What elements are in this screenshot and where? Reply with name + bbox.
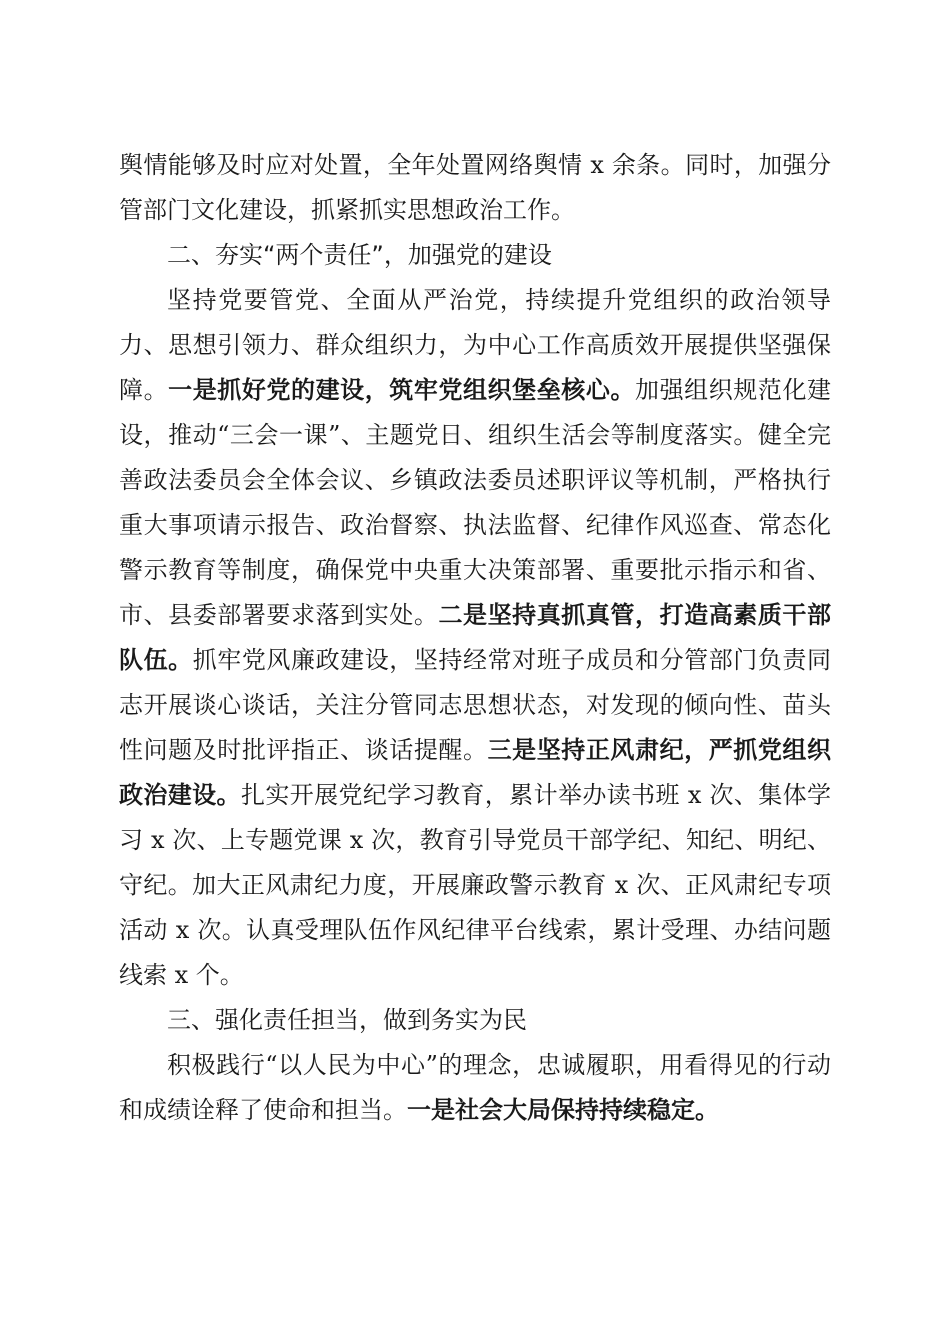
lead-point-1: 一是社会大局保持持续稳定。: [407, 1096, 719, 1124]
paragraph-intro: 坚持党要管党、全面从严治党，持续提升党组织的政治领导力、思想引领力、群众组织力，为中心工作高质效开展提供坚强保障。: [119, 286, 831, 404]
point-1-text: 加强组织规范化建设，推动“三会一课”、主题党日、组织生活会等制度落实。健全完善政法委员会全体会议、乡镇政法委员述职评议等机制，严格执行重大事项请示报告、政治督察、执法监督、纪律作风巡查、常态化警示教育等制度，确保党中央重大决策部署、重要批示指示和省、市、县委部署要求落到实处。: [119, 376, 832, 629]
document-page: [119, 143, 831, 1133]
section-heading-3: 三、强化责任担当，做到务实为民: [167, 1006, 527, 1034]
paragraph-continuation: 舆情能够及时应对处置，全年处置网络舆情 x 余条。同时，加强分管部门文化建设，抓紧抓实思想政治工作。: [119, 151, 831, 224]
paragraph-section-2: [119, 278, 831, 998]
section-heading-2: 二、夯实“两个责任”，加强党的建设: [167, 241, 552, 269]
lead-point-3: 三是坚持正风肃纪，严抓党组织政治建设。: [119, 736, 832, 809]
point-2-text: 抓牢党风廉政建设，坚持经常对班子成员和分管部门负责同志开展谈心谈话，关注分管同志思想状态，对发现的倾向性、苗头性问题及时批评指正、谈话提醒。: [119, 646, 832, 764]
paragraph-intro: 积极践行“以人民为中心”的理念，忠诚履职，用看得见的行动和成绩诠释了使命和担当。: [119, 1051, 831, 1124]
point-3-text: 扎实开展党纪学习教育，累计举办读书班 x 次、集体学习 x 次、上专题党课 x 次，教育引导党员干部学纪、知纪、明纪、守纪。加大正风肃纪力度，开展廉政警示教育 x 次、正风肃纪专项活动 x 次。认真受理队伍作风纪律平台线索，累计受理、办结问题线索 x 个。: [119, 781, 832, 989]
lead-point-2: 二是坚持真抓真管，打造高素质干部队伍。: [119, 601, 832, 674]
paragraph-section-3: [119, 1043, 831, 1133]
lead-point-1: 一是抓好党的建设，筑牢党组织堡垒核心。: [168, 376, 636, 404]
